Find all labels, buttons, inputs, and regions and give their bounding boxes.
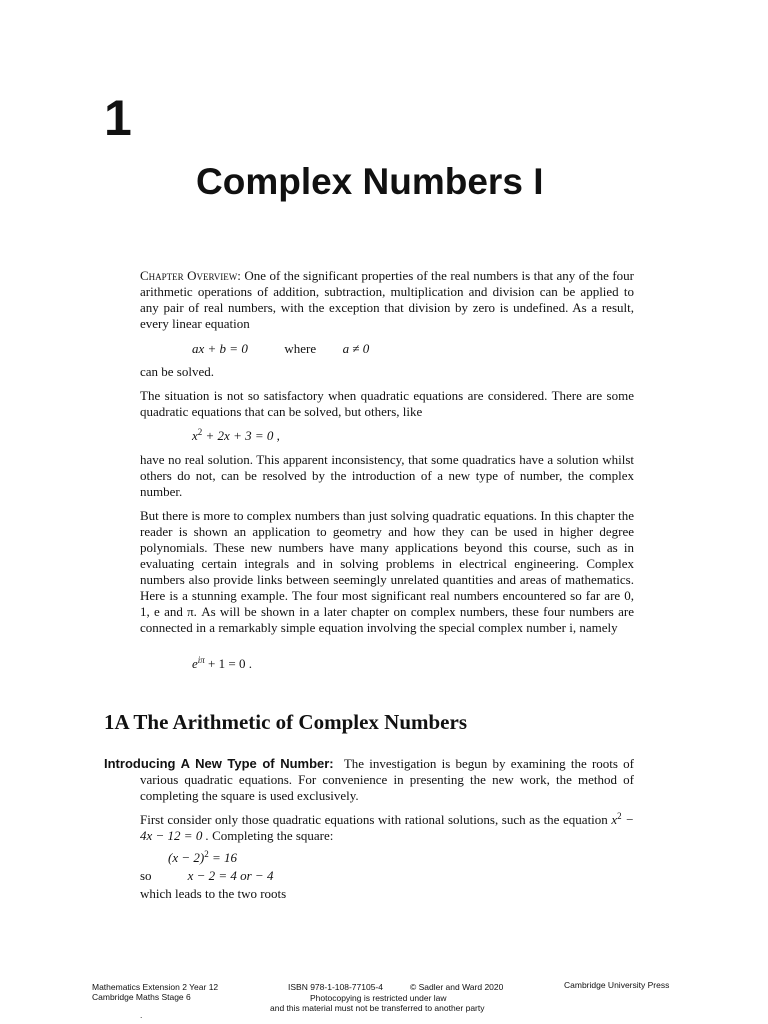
overview-text-1b: can be solved.: [140, 364, 215, 379]
euler-exponent: iπ: [197, 655, 205, 665]
euler-identity: [192, 656, 252, 672]
quadratic-exponent: 2: [197, 427, 203, 437]
rational-text-start: First consider only those quadratic equations with rational solutions, such as the equation: [140, 812, 608, 827]
completing-square-step-1: $(x - 2)^2 = 16$: [168, 849, 237, 865]
footer-copyright: © Sadler and Ward 2020: [410, 982, 504, 992]
paragraph-heading: Introducing A New Type of Number:: [104, 756, 334, 771]
section-heading: 1A The Arithmetic of Complex Numbers: [104, 710, 467, 734]
overview-paragraph-3: [140, 508, 634, 636]
introducing-paragraph: [104, 756, 634, 804]
footer-series: Cambridge Maths Stage 6: [92, 992, 191, 1002]
overview-text-3: But there is more to complex numbers than just solving quadratic equations. In this chapter the reader is shown an application to geometry and how they can be used in higher degree polynomials. These new numbers have many applications beyond this course, such as in evaluating certain integrals and in solving problems in electrical engineering. Complex numbers also provide links between seemingly unrelated quantities and areas of mathematics. Here is a stunning example. The four most significant real numbers encountered so far are 0, 1, e and π. As will be shown in a later chapter on complex numbers, these four numbers are connected in a remarkably simple equation involving the special complex number i, namely: [140, 508, 634, 635]
rational-equation: $x^2 - 4x - 12 = 0$ .: [140, 811, 634, 843]
linear-equation-condition: a ≠ 0: [342, 341, 370, 356]
euler-base: e: [192, 656, 198, 671]
footer-isbn: ISBN 978-1-108-77105-4: [288, 982, 383, 992]
overview-text-2b: have no real solution. This apparent inconsistency, that some quadratics have a solution whilst others do not, can be resolved by the introduction of a new type of number, the complex number.: [140, 452, 634, 499]
linear-equation: [192, 341, 369, 357]
overview-paragraph-1b: [140, 364, 634, 380]
overview-paragraph-1: [140, 268, 634, 332]
footer-dot: .: [140, 1010, 143, 1020]
rational-solutions-paragraph: [140, 812, 634, 844]
introducing-text: The investigation is begun by examining the roots of various quadratic equations. For convenience in presenting the new work, the method of completing the square is used exclusively.: [140, 756, 634, 803]
overview-label: Chapter Overview:: [140, 268, 241, 283]
overview-paragraph-2: [140, 388, 634, 420]
chapter-number: 1: [104, 90, 132, 146]
rational-text-end: Completing the square:: [212, 828, 334, 843]
roots-text: which leads to the two roots: [140, 886, 287, 901]
chapter-title: Complex Numbers I: [196, 161, 544, 202]
footer-photocopy-notice: Photocopying is restricted under law: [310, 993, 447, 1003]
footer-book-title: Mathematics Extension 2 Year 12: [92, 982, 219, 992]
linear-equation-left: ax + b = 0: [192, 341, 248, 356]
quadratic-equation: [192, 428, 280, 444]
quadratic-rest: + 2x + 3 = 0 ,: [202, 428, 280, 443]
roots-paragraph: [140, 886, 634, 902]
step-2-equation: x − 2 = 4 or − 4: [187, 868, 274, 883]
overview-text-2: The situation is not so satisfactory when quadratic equations are considered. There are some quadratic equations that can be solved, but others, like: [140, 388, 634, 419]
so-label: so: [140, 868, 152, 883]
completing-square-step-2: [140, 868, 273, 884]
overview-text-1: One of the significant properties of the real numbers is that any of the four arithmetic operations of addition, subtraction, multiplication and division can be applied to any pair of real numbers, with the exception that division by zero is undefined. As a result, every linear equation: [140, 268, 635, 331]
footer-publisher: Cambridge University Press: [564, 980, 670, 990]
quadratic-x: x: [192, 428, 198, 443]
linear-equation-where: where: [284, 341, 317, 356]
euler-rest: + 1 = 0 .: [204, 656, 252, 671]
footer-transfer-notice: and this material must not be transferred to another party: [270, 1003, 485, 1013]
overview-paragraph-2b: [140, 452, 634, 500]
